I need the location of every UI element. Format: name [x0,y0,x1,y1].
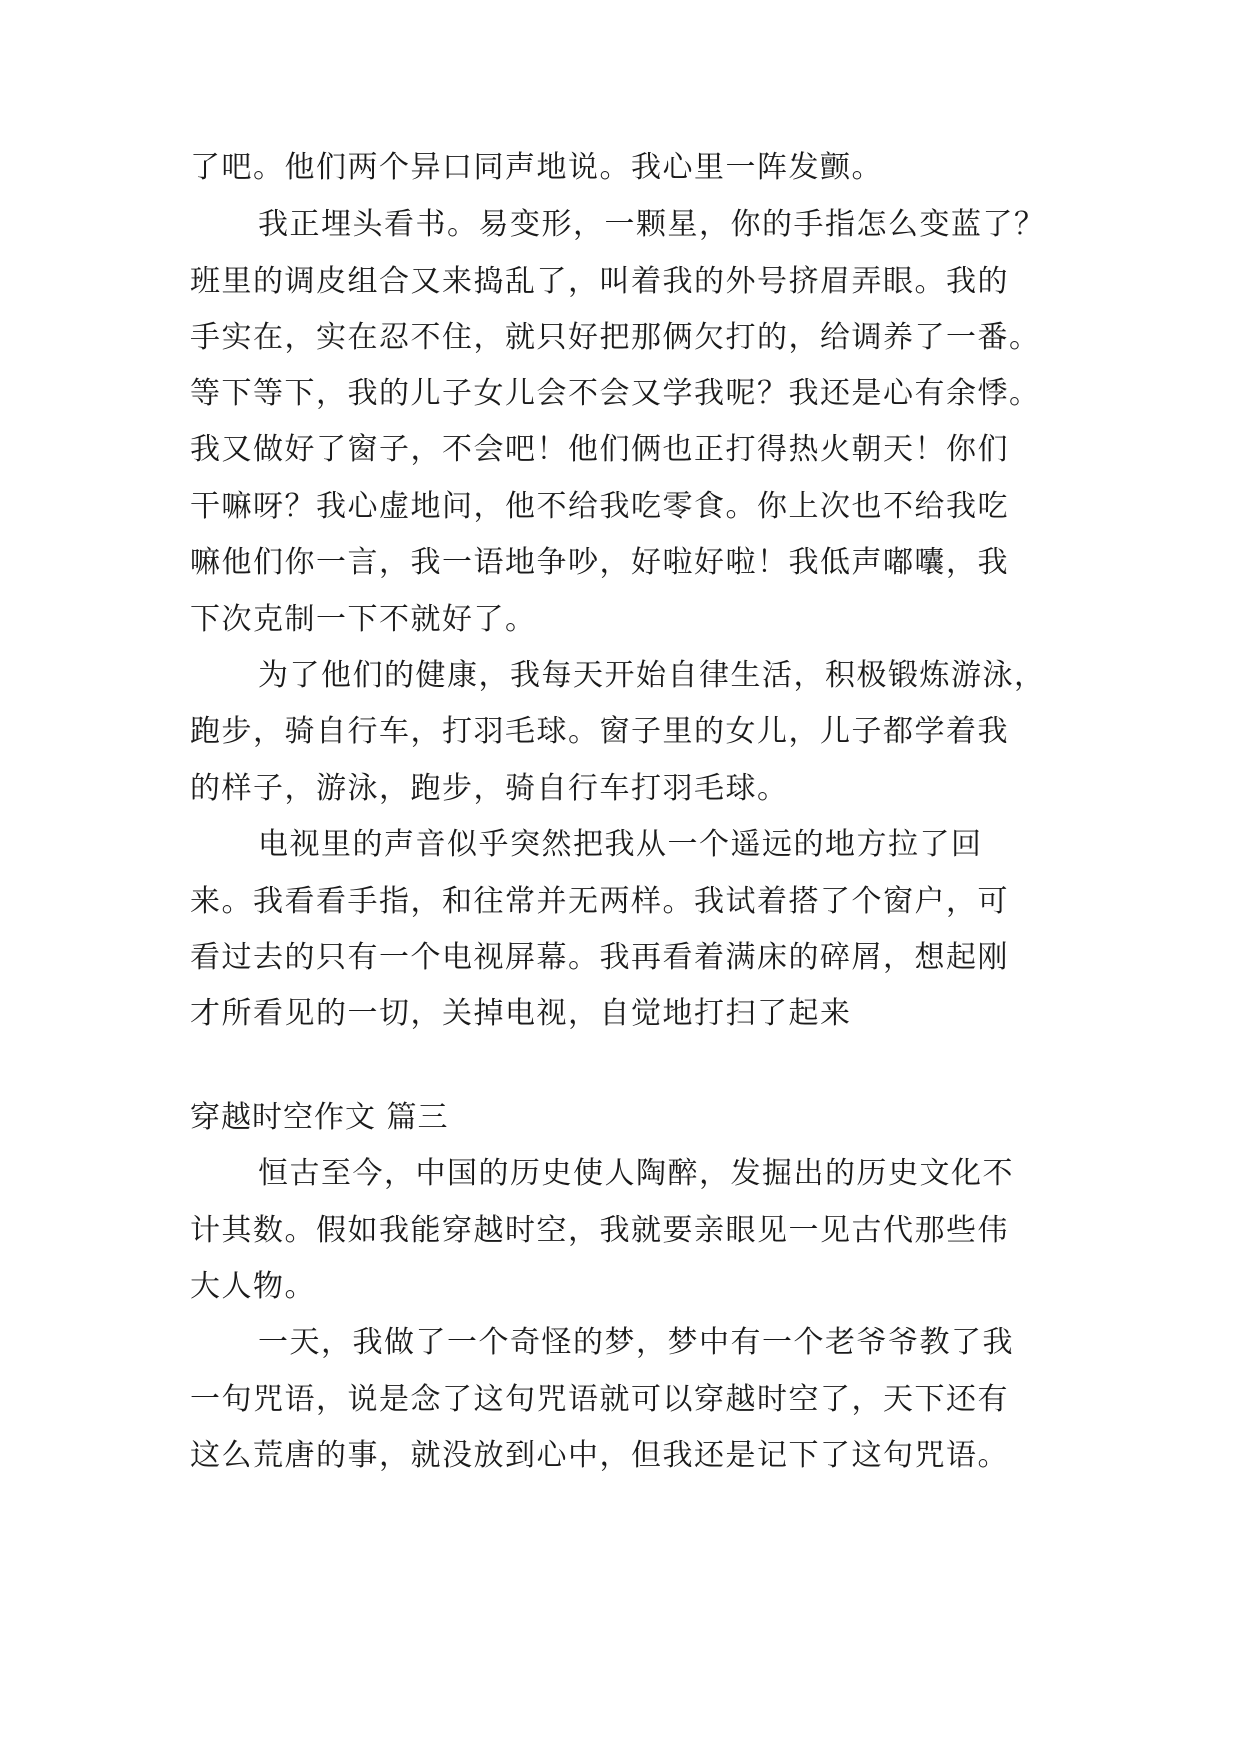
text-line: 跑步，骑自行车，打羽毛球。窗子里的女儿，儿子都学着我 [190,714,1009,749]
text-line: 大人物。 [190,1269,316,1304]
text-line: 这么荒唐的事，就没放到心中，但我还是记下了这句咒语。 [190,1438,1009,1473]
text-line: 干嘛呀？我心虚地问，他不给我吃零食。你上次也不给我吃 [190,489,1009,524]
text-line: 来。我看看手指，和往常并无两样。我试着搭了个窗户，可 [190,884,1009,919]
text-line: 计其数。假如我能穿越时空，我就要亲眼见一见古代那些伟 [190,1213,1009,1248]
text-line: 一句咒语，说是念了这句咒语就可以穿越时空了，天下还有 [190,1382,1009,1417]
text-line: 等下等下，我的儿子女儿会不会又学我呢？我还是心有余悸。 [190,376,1041,411]
text-line: 嘛他们你一言，我一语地争吵，好啦好啦！我低声嘟囔，我 [190,545,1009,580]
paragraph-start-line: 电视里的声音似乎突然把我从一个遥远的地方拉了回 [258,827,983,862]
text-line: 了吧。他们两个异口同声地说。我心里一阵发颤。 [190,150,883,185]
text-line: 班里的调皮组合又来捣乱了，叫着我的外号挤眉弄眼。我的 [190,264,1009,299]
text-line: 才所看见的一切，关掉电视，自觉地打扫了起来 [190,996,852,1031]
paragraph-start-line: 为了他们的健康，我每天开始自律生活，积极锻炼游泳， [258,658,1046,693]
section-heading: 穿越时空作文 篇三 [190,1100,449,1135]
text-line: 手实在，实在忍不住，就只好把那俩欠打的，给调养了一番。 [190,320,1041,355]
text-line: 下次克制一下不就好了。 [190,602,537,637]
paragraph-start-line: 恒古至今，中国的历史使人陶醉，发掘出的历史文化不 [258,1156,1014,1191]
text-line: 看过去的只有一个电视屏幕。我再看着满床的碎屑，想起刚 [190,940,1009,975]
paragraph-start-line: 我正埋头看书。易变形，一颗星，你的手指怎么变蓝了？ [258,207,1046,242]
paragraph-start-line: 一天，我做了一个奇怪的梦，梦中有一个老爷爷教了我 [258,1325,1014,1360]
text-line: 我又做好了窗子，不会吧！他们俩也正打得热火朝天！你们 [190,432,1009,467]
text-line: 的样子，游泳，跑步，骑自行车打羽毛球。 [190,771,789,806]
